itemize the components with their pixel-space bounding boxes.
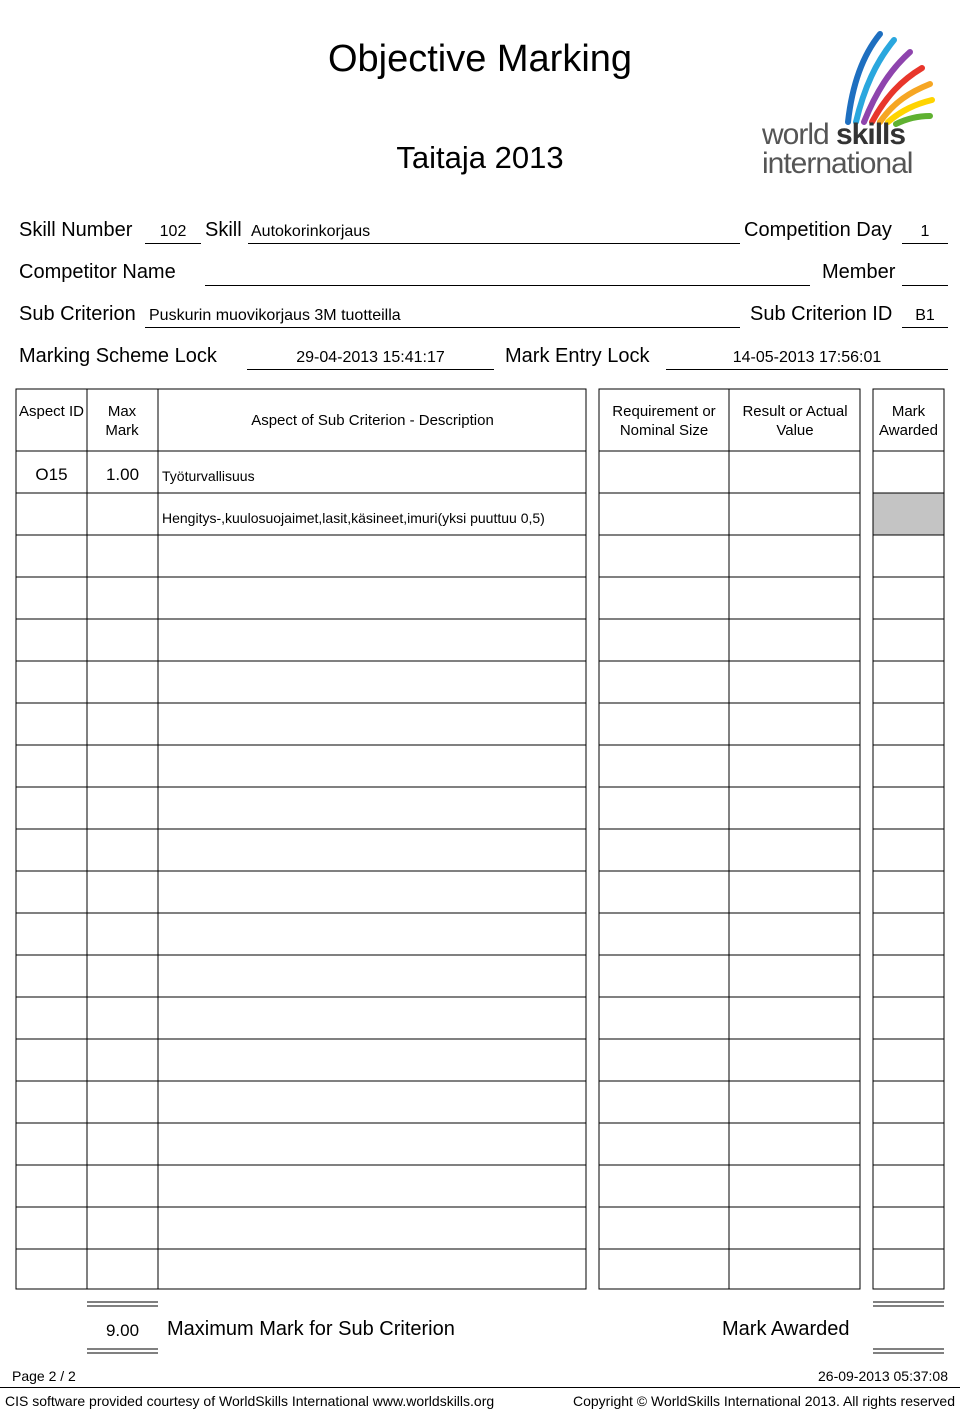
printed-timestamp: 26-09-2013 05:37:08: [818, 1368, 948, 1384]
competitor-name-label: Competitor Name: [19, 261, 176, 283]
sub-criterion-id-label: Sub Criterion ID: [750, 303, 893, 325]
logo-text-international: international: [762, 147, 913, 178]
software-credit: CIS software provided courtesy of WorldSkills International www.worldskills.org: [5, 1393, 495, 1409]
mark-awarded-input-cell[interactable]: [873, 451, 944, 493]
member-label: Member: [822, 261, 896, 283]
sub-criterion-label: Sub Criterion: [19, 303, 136, 325]
competition-day-value: 1: [920, 223, 930, 240]
mark-awarded-total-label: Mark Awarded: [722, 1318, 850, 1340]
marking-scheme-lock-value: 29-04-2013 15:41:17: [296, 349, 445, 366]
aspect-title-cell: Työturvallisuus: [162, 468, 255, 484]
skill-number-value: 102: [159, 223, 187, 240]
header-description: Aspect of Sub Criterion - Description: [251, 412, 494, 429]
event-subtitle: Taitaja 2013: [396, 140, 564, 175]
skill-label: Skill: [205, 219, 242, 241]
aspect-id-cell: O15: [35, 465, 68, 484]
logo-text-world: world: [762, 118, 829, 151]
copyright-notice: Copyright © WorldSkills International 2013. All rights reserved: [572, 1393, 955, 1409]
mark-entry-lock-label: Mark Entry Lock: [505, 345, 650, 367]
header-requirement: Requirement or Nominal Size: [612, 403, 716, 439]
max-total-value: 9.00: [105, 1321, 140, 1340]
shaded-mark-cell: [873, 493, 944, 535]
skill-number-label: Skill Number: [19, 219, 133, 241]
mark-entry-lock-value: 14-05-2013 17:56:01: [732, 349, 882, 366]
header-mark-awarded: Mark Awarded: [879, 403, 938, 439]
sub-criterion-value: Puskurin muovikorjaus 3M tuotteilla: [149, 307, 401, 324]
competition-day-label: Competition Day: [744, 219, 892, 241]
header-result: Result or Actual Value: [742, 403, 848, 439]
header-max-mark: Max Mark: [105, 403, 139, 439]
logo-text-skills: skills: [836, 118, 906, 151]
marking-scheme-lock-label: Marking Scheme Lock: [19, 345, 217, 367]
skill-value: Autokorinkorjaus: [251, 223, 371, 240]
page-number: Page 2 / 2: [12, 1368, 76, 1384]
aspect-detail-cell: Hengitys-,kuulosuojaimet,lasit,käsineet,imuri(yksi puuttuu 0,5): [162, 510, 545, 526]
max-total-label: Maximum Mark for Sub Criterion: [167, 1318, 455, 1340]
page-title: Objective Marking: [327, 38, 633, 80]
header-aspect-id: Aspect ID: [18, 403, 85, 420]
sub-criterion-id-value: B1: [915, 307, 935, 324]
aspect-max-mark-cell: 1.00: [105, 465, 140, 484]
